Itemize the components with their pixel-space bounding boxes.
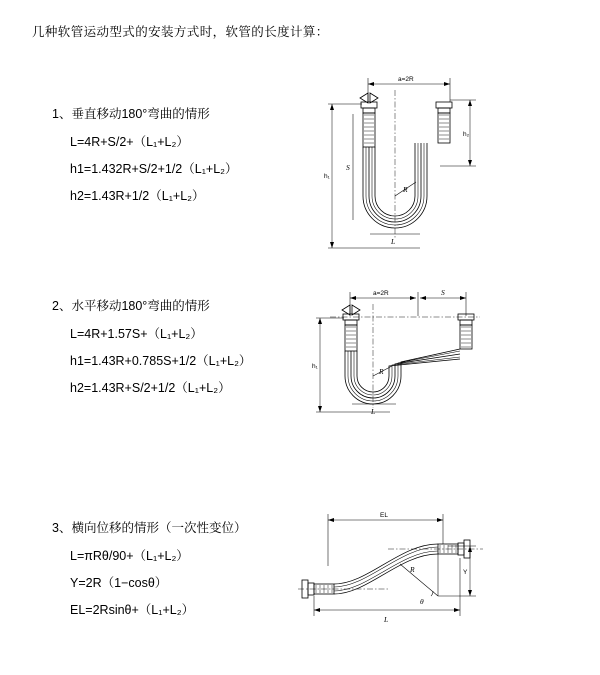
section-1-title: 1、垂直移动180°弯曲的情形 xyxy=(52,107,210,121)
section-1-formula-2: h1=1.432R+S/2+1/2（L₁+L₂） xyxy=(70,162,238,176)
figure-1-label-s: S xyxy=(346,163,350,172)
figure-2-label-r: R xyxy=(379,367,384,376)
section-3-text xyxy=(52,518,302,627)
section-2-formula-2: h1=1.43R+0.785S+1/2（L₁+L₂） xyxy=(70,354,252,368)
figure-3-label-el: EL xyxy=(380,512,388,519)
figure-2-label-s: S xyxy=(441,288,445,297)
section-2-figure xyxy=(300,280,500,440)
section-3-figure xyxy=(288,504,498,634)
figure-2-label-a: a=2R xyxy=(373,290,389,297)
figure-1-label-h1: h₁ xyxy=(324,173,330,180)
page-title: 几种软管运动型式的安装方式时，软管的长度计算： xyxy=(32,25,329,39)
figure-3-label-y: Y xyxy=(463,569,468,576)
figure-1-label-r: R xyxy=(403,185,408,194)
figure-1-label-l: L xyxy=(391,237,396,246)
section-3-formula-3: EL=2Rsinθ+（L₁+L₂） xyxy=(70,603,195,617)
section-2-text xyxy=(52,296,302,405)
section-3-formula-1: L=πRθ/90+（L₁+L₂） xyxy=(70,549,189,563)
section-3-formula-2: Y=2R（1−cosθ） xyxy=(70,576,168,590)
section-1-text xyxy=(52,104,302,213)
figure-3-label-l: L xyxy=(384,615,389,624)
figure-2-label-l: L xyxy=(371,407,376,416)
section-1-formula-3: h2=1.43R+1/2（L₁+L₂） xyxy=(70,189,205,203)
figure-1-label-h2: h₂ xyxy=(463,131,470,138)
section-2-formula-1: L=4R+1.57S+（L₁+L₂） xyxy=(70,327,203,341)
section-2-formula-3: h2=1.43R+S/2+1/2（L₁+L₂） xyxy=(70,381,231,395)
figure-3-label-r: R xyxy=(410,565,415,574)
figure-1-label-a: a=2R xyxy=(398,76,414,83)
section-3-title: 3、横向位移的情形（一次性变位） xyxy=(52,521,247,535)
section-1-figure xyxy=(300,70,490,280)
section-1-formula-1: L=4R+S/2+（L₁+L₂） xyxy=(70,135,189,149)
figure-3-label-theta: θ xyxy=(420,597,424,606)
figure-2-label-h1: h₁ xyxy=(312,363,318,370)
section-2-title: 2、水平移动180°弯曲的情形 xyxy=(52,299,210,313)
